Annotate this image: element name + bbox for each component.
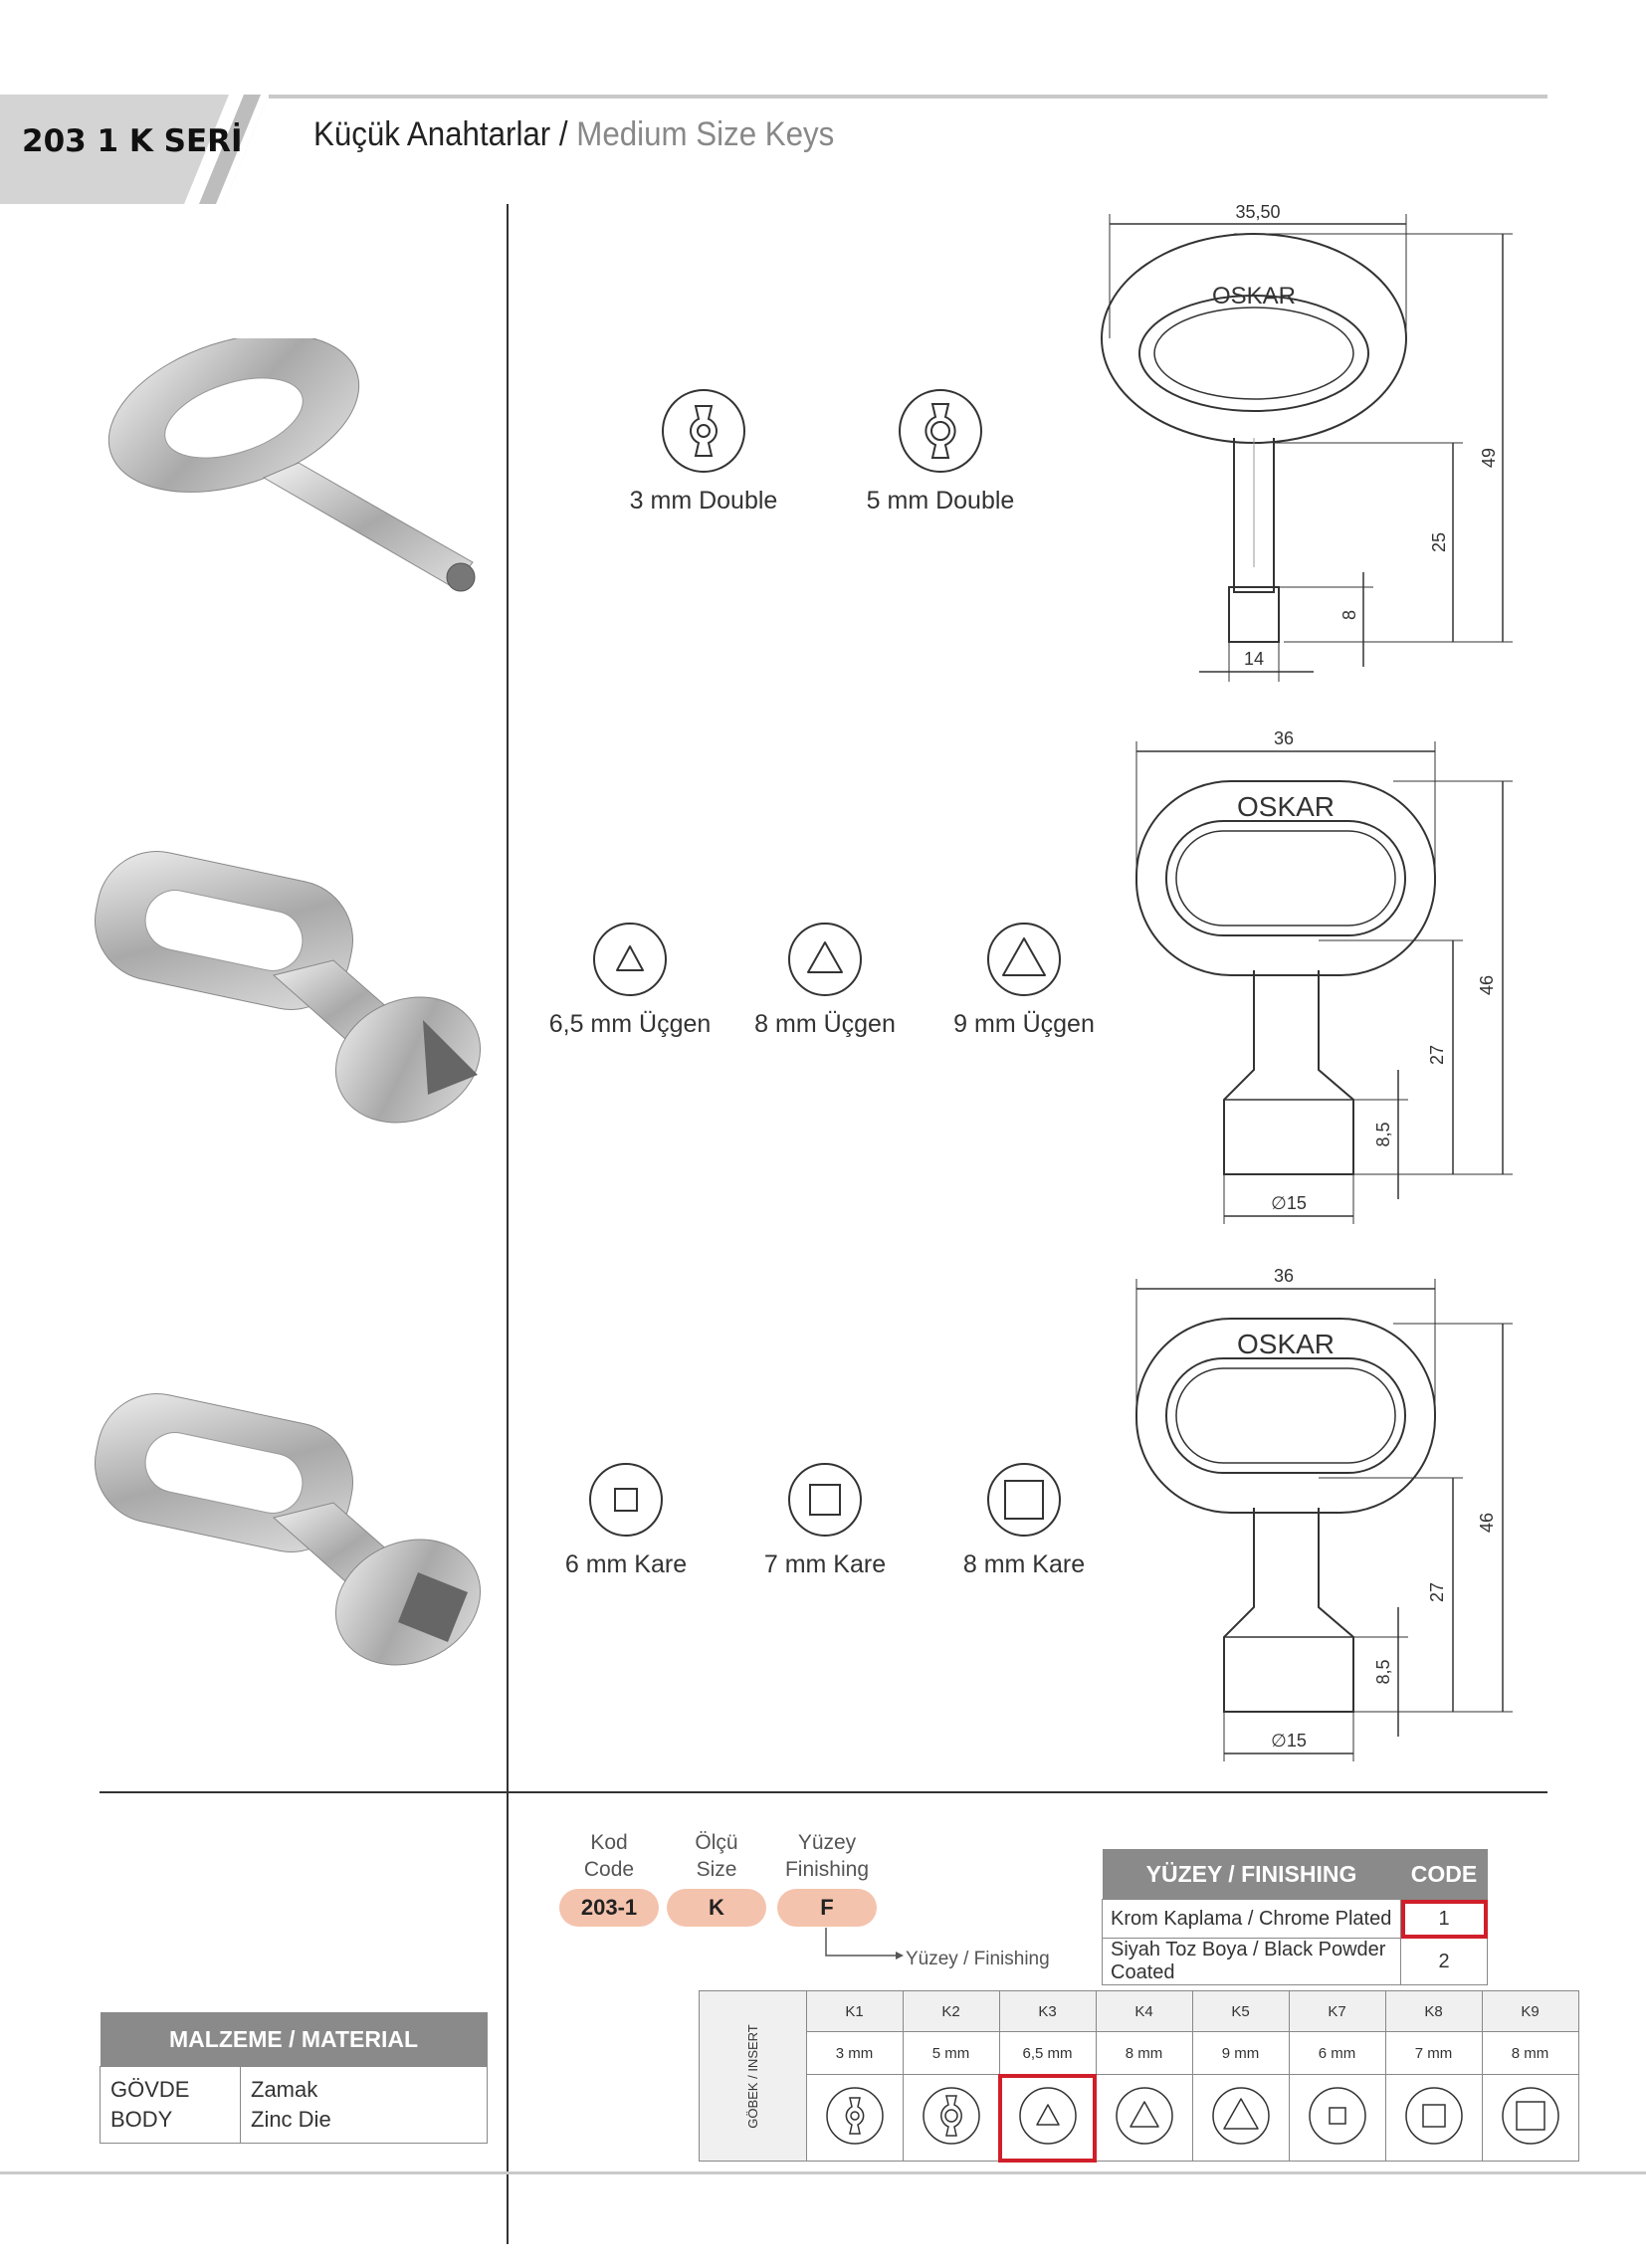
dim-base: 14 xyxy=(1243,649,1265,669)
triangle-6-5mm-icon xyxy=(590,920,670,999)
material-header: MALZEME / MATERIAL xyxy=(101,2012,488,2067)
finishing-name: Siyah Toz Boya / Black Powder Coated xyxy=(1103,1939,1401,1985)
finishing-code: 1 xyxy=(1401,1900,1488,1939)
dim-width: 35,50 xyxy=(1235,202,1281,222)
material-value xyxy=(241,2067,488,2144)
insert-code: K2 xyxy=(903,1991,999,2032)
insert-code: K4 xyxy=(1096,1991,1192,2032)
series-label: 203 1 K SERİ xyxy=(22,123,243,159)
double-slot-icon xyxy=(920,2084,983,2148)
double-slot-5mm-icon xyxy=(896,386,985,476)
material-part xyxy=(101,2067,241,2144)
profile-5mm-double xyxy=(851,386,1030,515)
footer-rule xyxy=(0,2171,1646,2174)
dim-shaft: 27 xyxy=(1427,1044,1447,1066)
insert-size: 6,5 mm xyxy=(999,2032,1096,2075)
drawing-brand: OSKAR xyxy=(1236,791,1336,822)
insert-table xyxy=(699,1990,1579,2162)
finishing-arrow-icon xyxy=(816,1926,906,1965)
insert-size: 3 mm xyxy=(806,2032,903,2075)
profile-label: 3 mm Double xyxy=(629,487,778,515)
insert-code: K9 xyxy=(1482,1991,1578,2032)
material-table xyxy=(100,2012,488,2144)
title-separator: / xyxy=(550,115,577,153)
profile-label: 5 mm Double xyxy=(866,487,1015,515)
finishing-caption-tr: Yüzey xyxy=(797,1831,857,1854)
dim-tip: 8 xyxy=(1339,609,1359,621)
dim-tip: 8,5 xyxy=(1373,1122,1393,1147)
insert-code: K3 xyxy=(999,1991,1096,2032)
profile-triangle-9 xyxy=(934,920,1114,1039)
insert-code: K1 xyxy=(806,1991,903,2032)
square-icon xyxy=(1499,2084,1562,2148)
table-row xyxy=(1103,1939,1488,1985)
dim-height: 46 xyxy=(1477,974,1497,996)
insert-code: K7 xyxy=(1289,1991,1385,2032)
dim-width: 36 xyxy=(1273,728,1295,748)
profile-label: 6,5 mm Üçgen xyxy=(548,1010,712,1038)
dim-base: ∅15 xyxy=(1271,1731,1307,1751)
key-photo-square xyxy=(85,1388,493,1667)
insert-icon-cell xyxy=(1482,2075,1578,2162)
insert-side-label: GÖBEK / INSERT xyxy=(744,2023,760,2129)
profile-label: 8 mm Üçgen xyxy=(754,1010,896,1038)
size-value: K xyxy=(667,1889,766,1927)
page-title xyxy=(313,115,834,154)
kod-caption-tr: Kod xyxy=(590,1831,628,1854)
profile-square-7 xyxy=(735,1460,915,1579)
key-photo-double xyxy=(85,338,483,617)
dim-tip: 8,5 xyxy=(1373,1659,1393,1685)
profile-label: 6 mm Kare xyxy=(564,1550,688,1578)
square-icon xyxy=(1402,2084,1466,2148)
insert-icon-cell xyxy=(1289,2075,1385,2162)
profile-label: 9 mm Üçgen xyxy=(953,1010,1095,1038)
insert-code: K5 xyxy=(1192,1991,1289,2032)
finishing-header-name: YÜZEY / FINISHING xyxy=(1103,1849,1401,1900)
profile-square-8 xyxy=(934,1460,1114,1579)
insert-icon-cell xyxy=(1385,2075,1482,2162)
double-slot-3mm-icon xyxy=(659,386,748,476)
table-row xyxy=(101,2067,488,2144)
dim-width: 36 xyxy=(1273,1269,1295,1286)
triangle-9mm-icon xyxy=(984,920,1064,999)
finishing-table xyxy=(1102,1849,1488,1985)
insert-icon-cell xyxy=(1192,2075,1289,2162)
triangle-icon xyxy=(1016,2084,1080,2148)
dim-height: 49 xyxy=(1479,447,1499,469)
title-tr: Küçük Anahtarlar xyxy=(313,115,551,153)
title-en: Medium Size Keys xyxy=(576,115,835,153)
insert-side-cell xyxy=(700,1991,807,2162)
finishing-value: F xyxy=(777,1889,877,1927)
insert-size: 6 mm xyxy=(1289,2032,1385,2075)
finishing-note: Yüzey / Finishing xyxy=(906,1949,1050,1969)
dim-shaft: 27 xyxy=(1427,1581,1447,1603)
insert-icon-cell-selected xyxy=(999,2075,1096,2162)
profile-triangle-6-5 xyxy=(540,920,720,1039)
material-value-tr: Zamak xyxy=(251,2077,318,2102)
double-slot-icon xyxy=(823,2084,887,2148)
profile-3mm-double xyxy=(614,386,793,515)
triangle-icon xyxy=(1113,2084,1176,2148)
insert-icon-cell xyxy=(806,2075,903,2162)
dim-shaft: 25 xyxy=(1429,531,1449,553)
square-8mm-icon xyxy=(984,1460,1064,1540)
finishing-header-code: CODE xyxy=(1401,1849,1488,1900)
technical-drawing-2 xyxy=(1095,726,1562,1224)
material-value-en: Zinc Die xyxy=(251,2107,331,2132)
technical-drawing-3 xyxy=(1095,1269,1562,1766)
column-divider xyxy=(507,204,509,2244)
insert-size: 7 mm xyxy=(1385,2032,1482,2075)
finishing-caption-en: Finishing xyxy=(784,1858,870,1881)
material-part-tr: GÖVDE xyxy=(110,2077,190,2102)
square-icon xyxy=(1306,2084,1369,2148)
insert-icon-cell xyxy=(903,2075,999,2162)
profile-label: 7 mm Kare xyxy=(763,1550,887,1578)
square-6mm-icon xyxy=(586,1460,666,1540)
dim-height: 46 xyxy=(1477,1512,1497,1534)
header-rule xyxy=(269,95,1547,99)
order-code-finishing xyxy=(772,1829,882,1927)
triangle-icon xyxy=(1209,2084,1273,2148)
order-code-size xyxy=(662,1829,771,1927)
square-7mm-icon xyxy=(785,1460,865,1540)
size-caption-en: Size xyxy=(696,1858,737,1881)
profile-square-6 xyxy=(536,1460,716,1579)
triangle-8mm-icon xyxy=(785,920,865,999)
section-divider xyxy=(100,1791,1547,1793)
insert-size: 8 mm xyxy=(1482,2032,1578,2075)
key-photo-triangle xyxy=(85,846,493,1125)
dim-base: ∅15 xyxy=(1271,1193,1307,1213)
technical-drawing-1 xyxy=(1085,199,1562,697)
kod-value: 203-1 xyxy=(559,1889,659,1927)
size-caption-tr: Ölçü xyxy=(695,1831,738,1854)
finishing-name: Krom Kaplama / Chrome Plated xyxy=(1103,1900,1401,1939)
profile-triangle-8 xyxy=(735,920,915,1039)
insert-icon-cell xyxy=(1096,2075,1192,2162)
drawing-brand: OSKAR xyxy=(1211,283,1297,309)
profile-label: 8 mm Kare xyxy=(962,1550,1086,1578)
material-part-en: BODY xyxy=(110,2107,173,2132)
insert-size: 9 mm xyxy=(1192,2032,1289,2075)
insert-size: 8 mm xyxy=(1096,2032,1192,2075)
kod-caption-en: Code xyxy=(583,1858,635,1881)
drawing-brand: OSKAR xyxy=(1236,1329,1336,1359)
insert-code: K8 xyxy=(1385,1991,1482,2032)
table-row xyxy=(1103,1900,1488,1939)
order-code-kod xyxy=(554,1829,664,1927)
insert-size: 5 mm xyxy=(903,2032,999,2075)
finishing-code: 2 xyxy=(1401,1939,1488,1985)
